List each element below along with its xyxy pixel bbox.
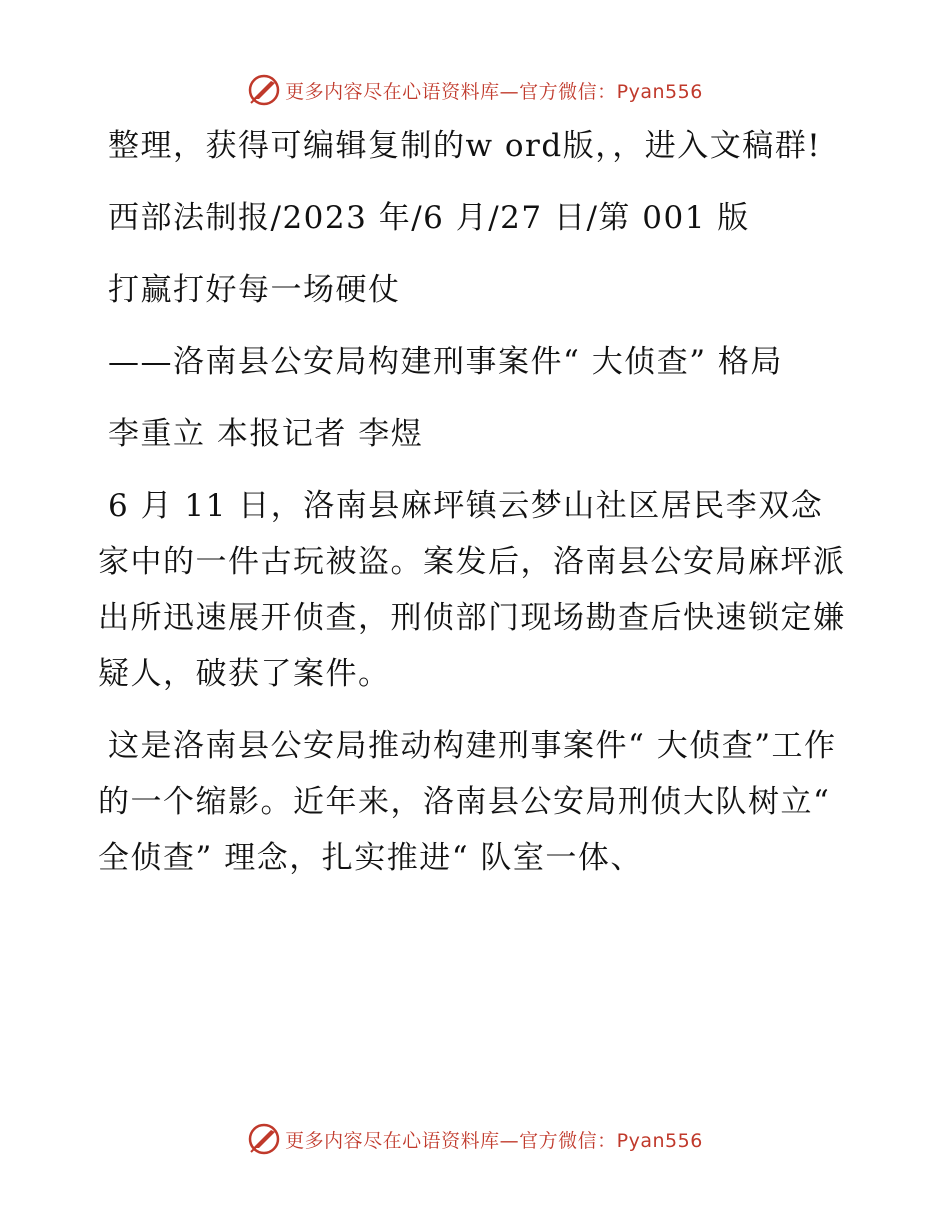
intro-paragraph: 整理，获得可编辑复制的w ord版，，进入文稿群! xyxy=(108,128,822,164)
article-subtitle: ——洛南县公安局构建刑事案件“ 大侦查” 格局 xyxy=(108,344,783,380)
source-line: 西部法制报/2023 年/6 月/27 日/第 001 版 xyxy=(108,200,750,236)
byline: 李重立 本报记者 李煜 xyxy=(108,416,424,452)
header-watermark-banner xyxy=(0,70,950,110)
footer-watermark-banner xyxy=(0,1119,950,1159)
article-title: 打赢打好每一场硬仗 xyxy=(108,272,401,308)
footer-banner-text: 更多内容尽在心语资料库—官方微信：Pyan556 xyxy=(285,1129,703,1152)
quill-logo-icon xyxy=(247,1122,281,1156)
header-banner-text: 更多内容尽在心语资料库—官方微信：Pyan556 xyxy=(285,80,703,103)
quill-logo-icon xyxy=(247,73,281,107)
document-body xyxy=(98,118,850,902)
body-paragraph: 6 月 11 日，洛南县麻坪镇云梦山社区居民李双念家中的一件古玩被盗。案发后，洛南县公安局麻坪派出所迅速展开侦查，刑侦部门现场勘查后快速锁定嫌疑人，破获了案件。 xyxy=(98,488,846,692)
body-paragraph: 这是洛南县公安局推动构建刑事案件“ 大侦查”工作的一个缩影。近年来，洛南县公安局刑侦大队树立“ 全侦查” 理念，扎实推进“ 队室一体、 xyxy=(98,728,837,876)
